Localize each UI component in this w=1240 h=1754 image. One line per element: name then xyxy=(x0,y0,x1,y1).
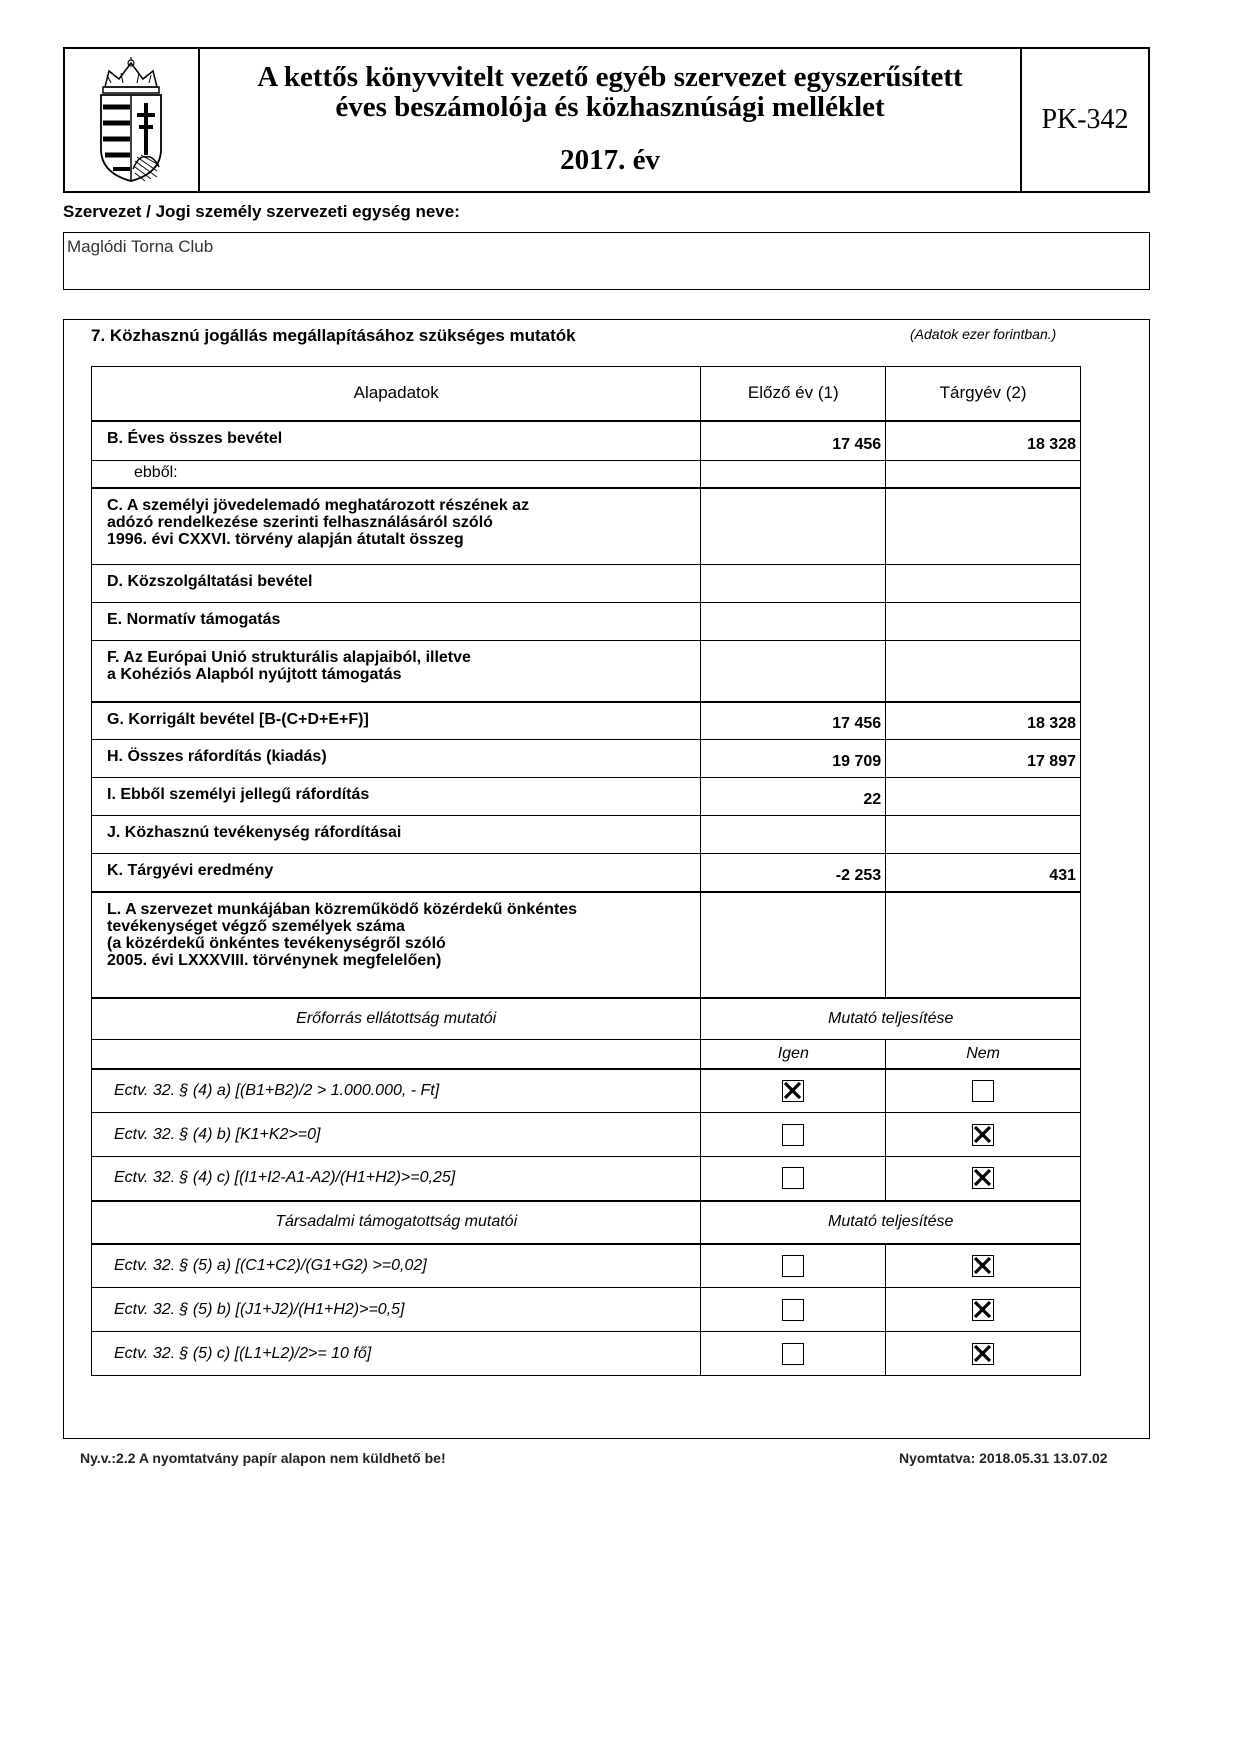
row-d xyxy=(92,565,1081,603)
logo-cell xyxy=(65,49,200,191)
checkbox-soc-b-yes[interactable] xyxy=(782,1299,804,1321)
row-l-label-line-2: tevékenységet végző személyek száma xyxy=(107,917,405,935)
row-l-label-line-1: L. A szervezet munkájában közreműködő közérdekű önkéntes xyxy=(107,900,578,918)
row-l-label xyxy=(92,892,701,998)
check-x-icon xyxy=(973,1300,992,1319)
form-header xyxy=(63,47,1150,193)
row-f-curr[interactable] xyxy=(886,641,1081,702)
row-g xyxy=(92,702,1081,740)
form-year: 2017. év xyxy=(560,144,660,176)
row-g-label: G. Korrigált bevétel [B-(C+D+E+F)] xyxy=(92,702,701,740)
check-x-icon xyxy=(973,1256,992,1275)
row-g-prev[interactable]: 17 456 xyxy=(701,702,886,740)
row-e-label: E. Normatív támogatás xyxy=(92,603,701,641)
row-f xyxy=(92,641,1081,702)
row-b-curr[interactable]: 18 328 xyxy=(886,421,1081,461)
resource-indicator-label: Ectv. 32. § (4) a) [(B1+B2)/2 > 1.000.000, - Ft] xyxy=(92,1069,701,1113)
row-f-label-line-2: a Kohéziós Alapból nyújtott támogatás xyxy=(107,666,402,683)
row-l-label-line-4: 2005. évi LXXXVIII. törvénynek megfelelően) xyxy=(107,951,442,969)
section-title: 7. Közhasznú jogállás megállapításához szükséges mutatók xyxy=(91,326,576,345)
checkbox-soc-c-yes[interactable] xyxy=(782,1343,804,1365)
row-j-label: J. Közhasznú tevékenység ráfordításai xyxy=(92,816,701,854)
row-d-curr[interactable] xyxy=(886,565,1081,603)
checkbox-res-b-no[interactable] xyxy=(972,1124,994,1146)
coat-of-arms-icon xyxy=(91,57,171,183)
row-l-prev[interactable] xyxy=(701,892,886,998)
row-k-prev[interactable]: -2 253 xyxy=(701,854,886,892)
row-ebbol-label: ebből: xyxy=(92,461,701,488)
row-c-label xyxy=(92,488,701,565)
row-i-label: I. Ebből személyi jellegű ráfordítás xyxy=(92,778,701,816)
row-h-label: H. Összes ráfordítás (kiadás) xyxy=(92,740,701,778)
form-title-line-2: éves beszámolója és közhasznúsági melléklet xyxy=(335,91,885,123)
checkbox-soc-c-no[interactable] xyxy=(972,1343,994,1365)
check-x-icon xyxy=(973,1168,992,1187)
check-x-icon xyxy=(973,1125,992,1144)
row-g-curr[interactable]: 18 328 xyxy=(886,702,1081,740)
resource-indicator-label: Ectv. 32. § (4) c) [(I1+I2-A1-A2)/(H1+H2)>=0,25] xyxy=(92,1157,701,1201)
social-indicator-label: Ectv. 32. § (5) c) [(L1+L2)/2>= 10 fő] xyxy=(92,1332,701,1376)
social-indicator-label: Ectv. 32. § (5) a) [(C1+C2)/(G1+G2) >=0,02] xyxy=(92,1244,701,1288)
row-b-label: B. Éves összes bevétel xyxy=(92,421,701,461)
row-d-label: D. Közszolgáltatási bevétel xyxy=(92,565,701,603)
row-f-label-line-1: F. Az Európai Unió strukturális alapjaiból, illetve xyxy=(107,649,471,666)
row-k-label: K. Tárgyévi eredmény xyxy=(92,854,701,892)
yes-column-header: Igen xyxy=(701,1040,886,1069)
social-indicator-label: Ectv. 32. § (5) b) [(J1+J2)/(H1+H2)>=0,5] xyxy=(92,1288,701,1332)
print-timestamp: Nyomtatva: 2018.05.31 13.07.02 xyxy=(899,1450,1108,1466)
checkbox-res-b-yes[interactable] xyxy=(782,1124,804,1146)
row-b xyxy=(92,421,1081,461)
resource-indicator-label: Ectv. 32. § (4) b) [K1+K2>=0] xyxy=(92,1113,701,1157)
no-column-header: Nem xyxy=(886,1040,1081,1069)
row-i-curr[interactable] xyxy=(886,778,1081,816)
row-h xyxy=(92,740,1081,778)
organization-name-value: Maglódi Torna Club xyxy=(67,237,214,256)
row-l-label-line-3: (a közérdekű önkéntes tevékenységről szóló xyxy=(107,934,446,952)
checkbox-soc-a-yes[interactable] xyxy=(782,1255,804,1277)
resource-indicators-header-row xyxy=(92,998,1081,1040)
form-title-line-1: A kettős könyvvitelt vezető egyéb szervezet egyszerűsített xyxy=(257,61,963,93)
footer-note: Ny.v.:2.2 A nyomtatvány papír alapon nem küldhető be! xyxy=(80,1450,446,1466)
row-c xyxy=(92,488,1081,565)
social-indicator-row xyxy=(92,1332,1081,1376)
row-i xyxy=(92,778,1081,816)
row-e-prev[interactable] xyxy=(701,603,886,641)
row-l-curr[interactable] xyxy=(886,892,1081,998)
row-ebbol-curr xyxy=(886,461,1081,488)
row-k-curr[interactable]: 431 xyxy=(886,854,1081,892)
row-ebbol xyxy=(92,461,1081,488)
yes-no-header-row xyxy=(92,1040,1081,1069)
row-ebbol-prev xyxy=(701,461,886,488)
row-c-prev[interactable] xyxy=(701,488,886,565)
yes-no-spacer xyxy=(92,1040,701,1069)
social-indicators-header: Társadalmi támogatottság mutatói xyxy=(92,1201,701,1244)
row-c-label-line-3: 1996. évi CXXVI. törvény alapján átutalt összeg xyxy=(107,530,464,548)
row-h-curr[interactable]: 17 897 xyxy=(886,740,1081,778)
checkbox-res-c-yes[interactable] xyxy=(782,1167,804,1189)
checkbox-res-c-no[interactable] xyxy=(972,1167,994,1189)
social-indicator-row xyxy=(92,1288,1081,1332)
resource-indicator-row xyxy=(92,1113,1081,1157)
resource-indicator-row xyxy=(92,1157,1081,1201)
row-c-curr[interactable] xyxy=(886,488,1081,565)
social-fulfillment-header: Mutató teljesítése xyxy=(701,1201,1081,1244)
checkbox-res-a-no[interactable] xyxy=(972,1080,994,1102)
table-header-row xyxy=(92,367,1081,421)
indicators-table xyxy=(91,366,1081,1376)
row-j xyxy=(92,816,1081,854)
checkbox-soc-b-no[interactable] xyxy=(972,1299,994,1321)
row-k xyxy=(92,854,1081,892)
checkbox-res-a-yes[interactable] xyxy=(782,1080,804,1102)
row-l xyxy=(92,892,1081,998)
check-x-icon xyxy=(973,1344,992,1363)
col-header-curr: Tárgyév (2) xyxy=(886,367,1081,421)
resource-indicator-row xyxy=(92,1069,1081,1113)
organization-label: Szervezet / Jogi személy szervezeti egység neve: xyxy=(63,202,460,221)
row-c-label-line-1: C. A személyi jövedelemadó meghatározott részének az xyxy=(107,496,530,514)
row-j-curr[interactable] xyxy=(886,816,1081,854)
units-note: (Adatok ezer forintban.) xyxy=(910,326,1057,342)
checkbox-soc-a-no[interactable] xyxy=(972,1255,994,1277)
row-j-prev[interactable] xyxy=(701,816,886,854)
form-code: PK-342 xyxy=(1041,104,1129,135)
row-c-label-line-2: adózó rendelkezése szerinti felhasználásáról szóló xyxy=(107,513,493,531)
row-b-prev[interactable]: 17 456 xyxy=(701,421,886,461)
col-header-prev: Előző év (1) xyxy=(701,367,886,421)
col-header-base: Alapadatok xyxy=(92,367,701,421)
row-e xyxy=(92,603,1081,641)
check-x-icon xyxy=(783,1081,802,1100)
organization-name-field[interactable] xyxy=(63,232,1150,290)
resource-indicators-header: Erőforrás ellátottság mutatói xyxy=(92,998,701,1040)
resource-fulfillment-header: Mutató teljesítése xyxy=(701,998,1081,1040)
row-i-prev[interactable]: 22 xyxy=(701,778,886,816)
row-e-curr[interactable] xyxy=(886,603,1081,641)
row-d-prev[interactable] xyxy=(701,565,886,603)
row-f-prev[interactable] xyxy=(701,641,886,702)
row-h-prev[interactable]: 19 709 xyxy=(701,740,886,778)
row-f-label xyxy=(92,641,701,702)
social-indicators-header-row xyxy=(92,1201,1081,1244)
social-indicator-row xyxy=(92,1244,1081,1288)
form-title-block xyxy=(200,49,1022,191)
